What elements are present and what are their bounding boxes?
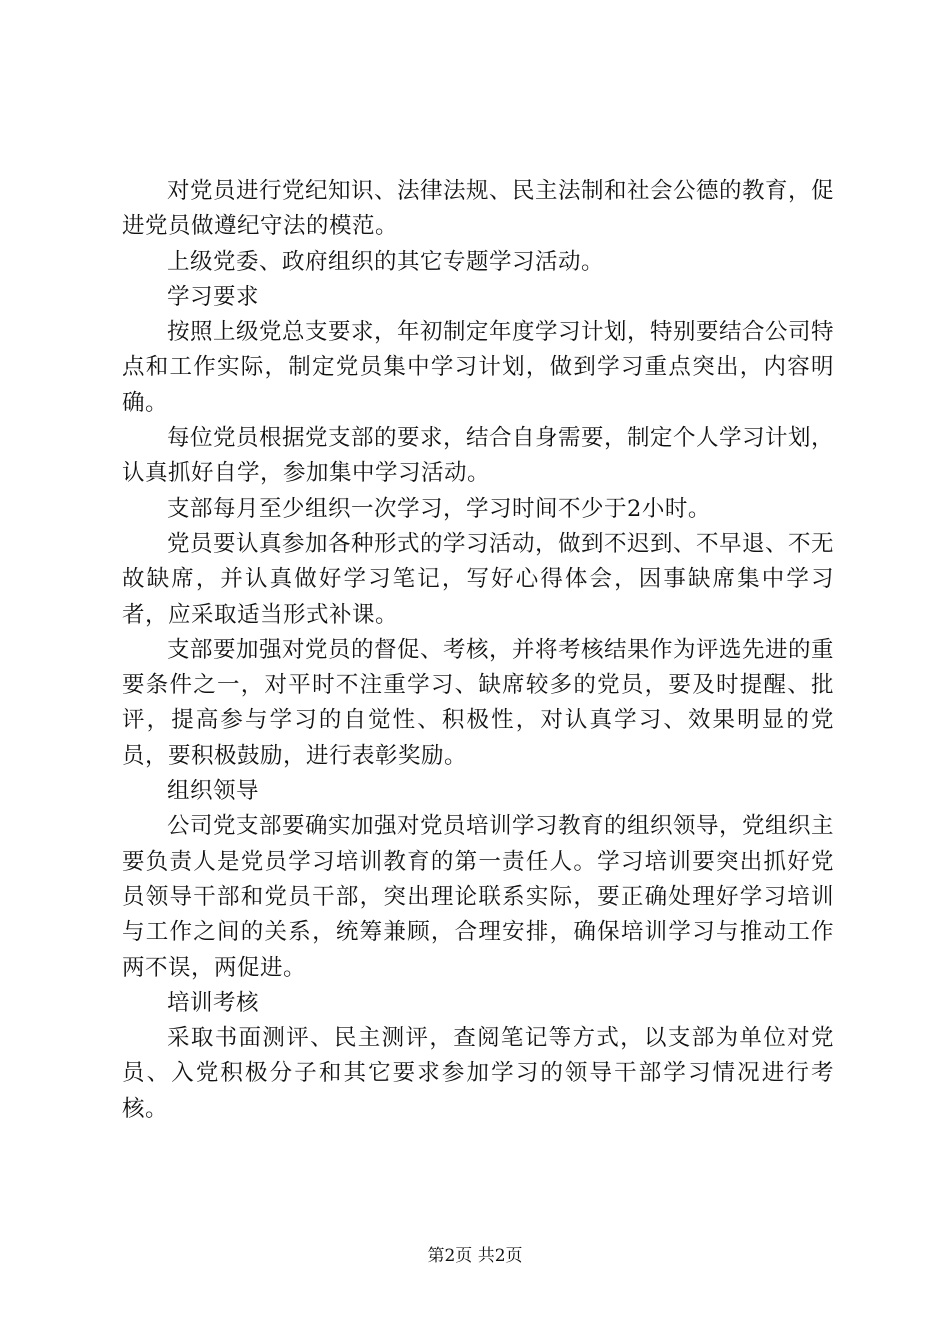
paragraph-special-study-activities: 上级党委、政府组织的其它专题学习活动。 [167, 248, 605, 275]
section-heading-study-requirements: 学习要求 [167, 283, 260, 310]
paragraph-annual-study-plan: 按照上级党总支要求，年初制定年度学习计划，特别要结合公司特点和工作实际，制定党员集中学习计划，做到学习重点突出，内容明确。 [122, 319, 835, 416]
page-number: 第2页 共2页 [427, 1246, 523, 1266]
paragraph-attendance-requirements: 党员要认真参加各种形式的学习活动，做到不迟到、不早退、不无故缺席，并认真做好学习笔记，写好心得体会，因事缺席集中学习者，应采取适当形式补课。 [122, 530, 835, 628]
page-footer [0, 1245, 950, 1267]
section-heading-training-assessment: 培训考核 [167, 989, 260, 1016]
paragraph-party-discipline-education: 对党员进行党纪知识、法律法规、民主法制和社会公德的教育，促进党员做遵纪守法的模范。 [122, 178, 835, 240]
section-heading-organizational-leadership: 组织领导 [167, 778, 260, 805]
paragraph-leadership-responsibility: 公司党支部要确实加强对党员培训学习教育的组织领导，党组织主要负责人是党员学习培训教育的第一责任人。学习培训要突出抓好党员领导干部和党员干部，突出理论联系实际，要正确处理好学习培训与工作之间的关系，统筹兼顾，合理安排，确保培训学习与推动工作两不误，两促进。 [122, 813, 835, 981]
paragraph-personal-study-plan: 每位党员根据党支部的要求，结合自身需要，制定个人学习计划，认真抓好自学，参加集中学习活动。 [122, 425, 835, 487]
paragraph-supervision-assessment: 支部要加强对党员的督促、考核，并将考核结果作为评选先进的重要条件之一，对平时不注重学习、缺席较多的党员，要及时提醒、批评，提高参与学习的自觉性、积极性，对认真学习、效果明显的党员，要积极鼓励，进行表彰奖励。 [122, 636, 835, 769]
document-body [122, 174, 834, 1127]
paragraph-monthly-study: 支部每月至少组织一次学习，学习时间不少于2小时。 [167, 495, 711, 522]
paragraph-assessment-methods: 采取书面测评、民主测评，查阅笔记等方式，以支部为单位对党员、入党积极分子和其它要求参加学习的领导干部学习情况进行考核。 [122, 1025, 834, 1122]
